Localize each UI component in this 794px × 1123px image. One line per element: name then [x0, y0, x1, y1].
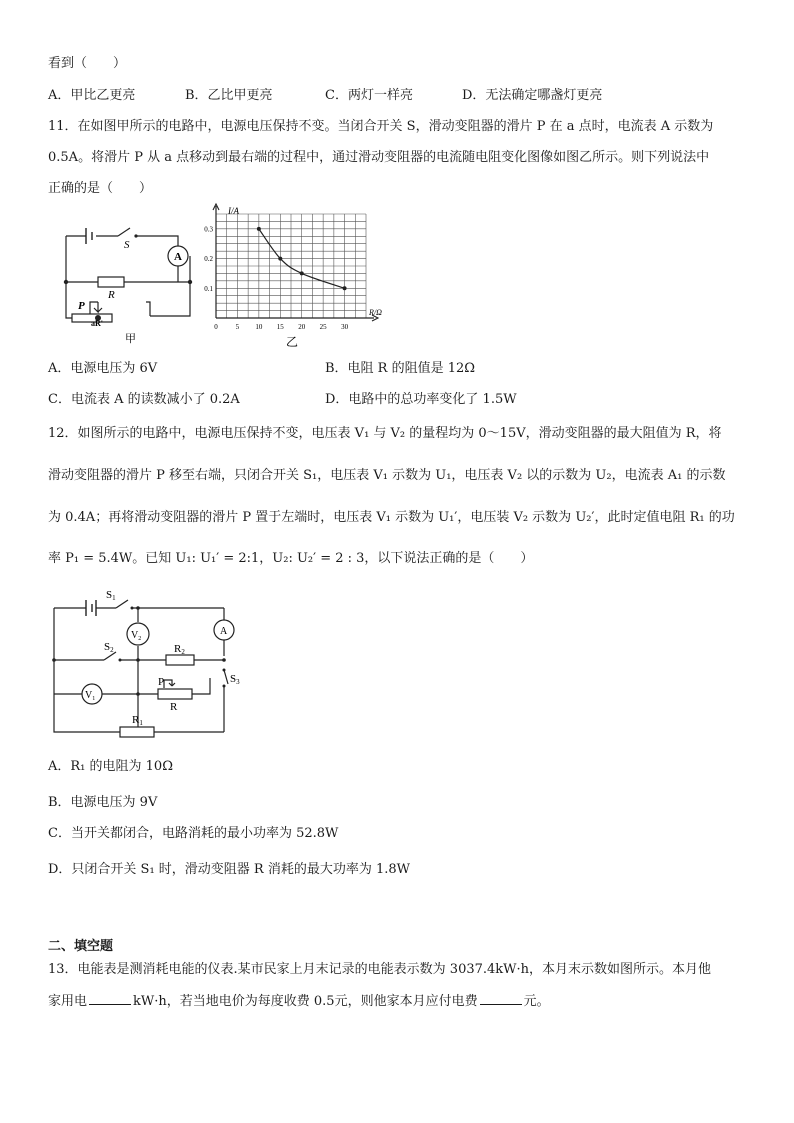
switch-s3-label: S3 — [230, 673, 240, 686]
chart-data-point — [257, 227, 261, 231]
q11-stem-line-2: 0.5A。将滑片 P 从 a 点移动到最右端的过程中，通过滑动变阻器的电流随电阻变化图像如图乙所示。则下列说法中 — [48, 150, 710, 165]
chart-x-tick-label: 5 — [235, 323, 240, 331]
q12-stem-line-4: 率 P₁ = 5.4W。已知 U₁: U₁′ = 2:1，U₂: U₂′ = 2 : 3，以下说法正确的是（ ） — [48, 551, 534, 566]
rheostat-r — [158, 689, 192, 699]
q13-stem-line-2 — [48, 992, 550, 1011]
q10-option-a: A．甲比乙更亮 — [48, 88, 136, 103]
chart-x-axis-label: R/Ω — [369, 308, 382, 317]
q10-option-d: D．无法确定哪盏灯更亮 — [462, 88, 603, 103]
chart-x-tick-label: 0 — [214, 323, 218, 331]
q12-circuit-figure — [48, 586, 258, 738]
q13-blank-2[interactable] — [480, 992, 522, 1005]
q13-text-c: 元。 — [523, 994, 550, 1009]
chart-data-point — [278, 257, 282, 261]
q11-stem-line-3: 正确的是（ ） — [48, 181, 153, 196]
chart-x-tick-label: 15 — [276, 323, 284, 331]
q11-stem-line-1: 11．在如图甲所示的电路中，电源电压保持不变。当闭合开关 S，滑动变阻器的滑片 P 在 a 点时，电流表 A 示数为 — [48, 119, 714, 134]
resistor-r1 — [120, 727, 154, 737]
q12-option-d: D．只闭合开关 S₁ 时，滑动变阻器 R 消耗的最大功率为 1.8W — [48, 862, 411, 877]
slider-p-label: P — [158, 676, 165, 688]
slider-p-label: P — [78, 300, 85, 312]
figure-jia-caption: 甲 — [125, 333, 136, 345]
q13-blank-1[interactable] — [89, 992, 131, 1005]
q11-option-a: A．电源电压为 6V — [48, 361, 158, 376]
q13-text-a: 家用电 — [48, 994, 88, 1009]
resistor-r-label: R — [108, 289, 115, 301]
ammeter-label: A — [174, 251, 182, 263]
chart-x-tick-label: 30 — [341, 323, 349, 331]
q10-option-b: B．乙比甲更亮 — [185, 88, 273, 103]
q12-option-b: B．电源电压为 9V — [48, 795, 158, 810]
ammeter-label: A — [220, 626, 228, 637]
chart-y-tick-label: 0.3 — [204, 225, 213, 234]
q12-stem-line-3: 为 0.4A；再将滑动变阻器的滑片 P 置于左端时，电压表 V₁ 示数为 U₁′，电压装 V₂ 示数为 U₂′，此时定值电阻 R₁ 的功 — [48, 510, 735, 525]
chart-y-tick-label: 0.2 — [204, 255, 213, 264]
resistor-r1-label: R1 — [132, 714, 143, 727]
q10-tail: 看到（ ） — [48, 56, 127, 71]
switch-s2-label: S2 — [104, 641, 114, 654]
chart-x-tick-label: 25 — [319, 323, 327, 331]
q12-stem-line-1: 12．如图所示的电路中，电源电压保持不变，电压表 V₁ 与 V₂ 的量程均为 0～15V，滑动变阻器的最大阻值为 R，将 — [48, 426, 722, 441]
switch-s-label: S — [124, 239, 130, 251]
q10-option-c: C．两灯一样亮 — [325, 88, 413, 103]
voltmeter-v1-label: $V_1$ — [85, 690, 96, 702]
q11-circuit-figure — [58, 218, 208, 346]
q13-text-b: kW·h，若当地电价为每度收费 0.5元，则他家本月应付电费 — [133, 994, 478, 1009]
q12-stem-line-2: 滑动变阻器的滑片 P 移至右端，只闭合开关 S₁，电压表 V₁ 示数为 U₁，电压表 V₂ 以的示数为 U₂，电流表 A₁ 的示数 — [48, 468, 726, 483]
figure-yi-caption: 乙 — [286, 335, 299, 349]
q12-option-c: C．当开关都闭合，电路消耗的最小功率为 52.8W — [48, 826, 339, 841]
q11-option-b: B．电阻 R 的阻值是 12Ω — [325, 361, 476, 376]
rheostat-label: aR' — [91, 319, 103, 328]
q11-option-d: D．电路中的总功率变化了 1.5W — [325, 392, 517, 407]
resistor-r2 — [166, 655, 194, 665]
q11-current-resistance-chart — [198, 200, 410, 350]
voltmeter-v2-label: $V_2$ — [131, 630, 142, 642]
q13-stem-line-1: 13．电能表是测消耗电能的仪表.某市民家上月末记录的电能表示数为 3037.4kW·h，本月末示数如图所示。本月他 — [48, 962, 712, 977]
chart-x-tick-label: 20 — [298, 323, 306, 331]
rheostat-r-label: R — [170, 701, 178, 713]
chart-x-tick-label: 10 — [255, 323, 263, 331]
chart-y-axis-label: I/A — [228, 206, 239, 216]
section-fill-in-title: 二、填空题 — [48, 939, 114, 954]
q12-option-a: A．R₁ 的电阻为 10Ω — [48, 759, 173, 774]
resistor-r — [98, 277, 124, 287]
chart-data-point — [343, 286, 347, 290]
q11-option-c: C．电流表 A 的读数减小了 0.2A — [48, 392, 240, 407]
switch-s1-label: S1 — [106, 589, 116, 602]
chart-data-point — [300, 271, 304, 275]
chart-y-tick-label: 0.1 — [204, 284, 213, 293]
resistor-r2-label: R2 — [174, 643, 185, 656]
